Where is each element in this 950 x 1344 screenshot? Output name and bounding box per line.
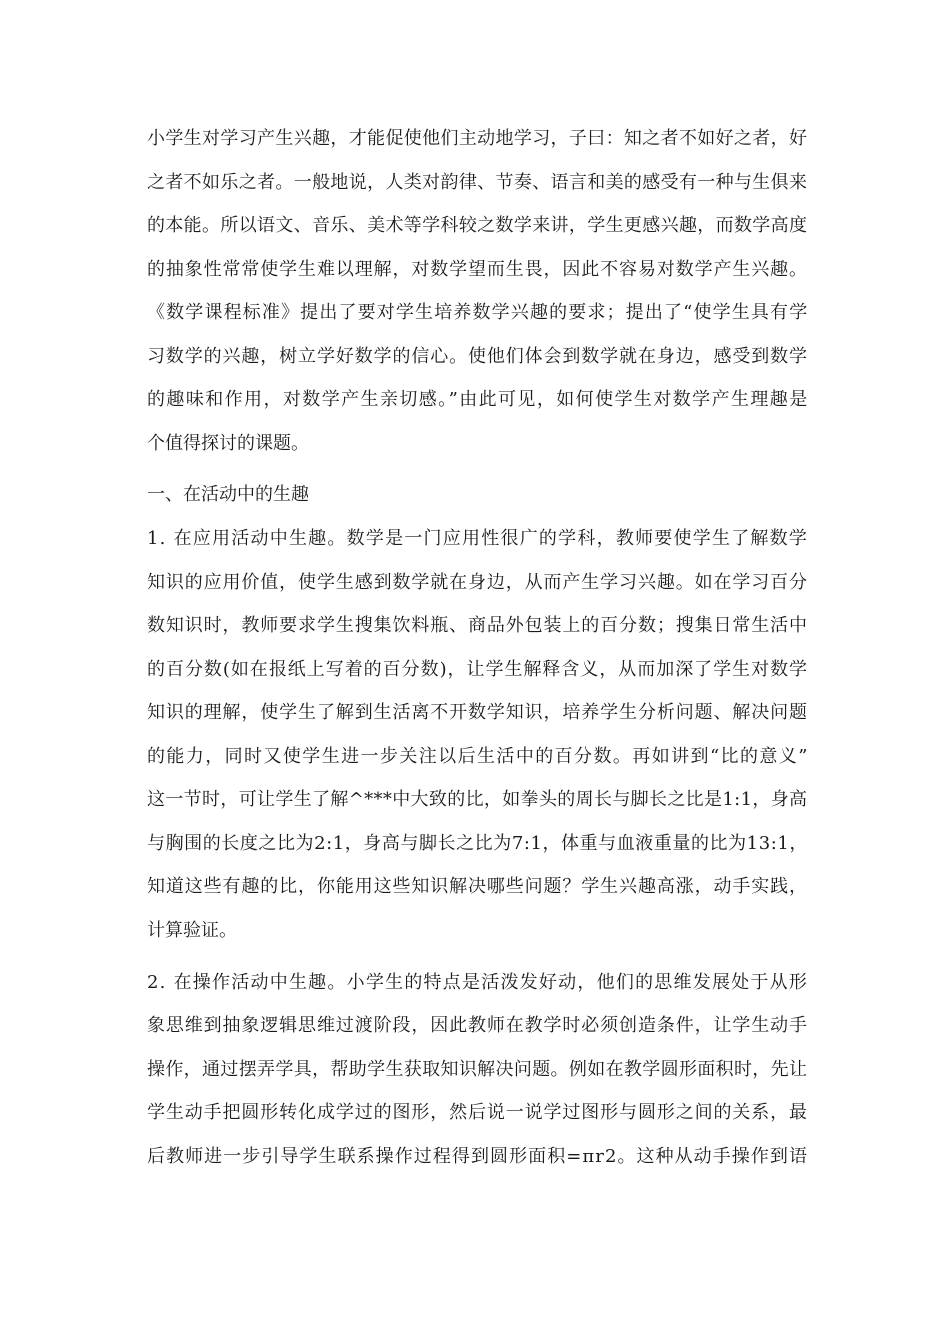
text-line: 与胸围的长度之比为2:1，身高与脚长之比为7:1，体重与血液重量的比为13:1， <box>147 833 808 854</box>
text-line: 的趣味和作用，对数学产生亲切感。”由此可见，如何使学生对数学产生理趣是 <box>147 389 809 410</box>
text-line: 知识的应用价值，使学生感到数学就在身边，从而产生学习兴趣。如在学习百分 <box>147 572 808 593</box>
text-line: 之者不如乐之者。一般地说，人类对韵律、节奏、语言和美的感受有一种与生俱来 <box>147 172 808 193</box>
text-line: 学生动手把圆形转化成学过的图形，然后说一说学过图形与圆形之间的关系，最 <box>147 1102 808 1123</box>
text-line: 《数学课程标准》提出了要对学生培养数学兴趣的要求；提出了“使学生具有学 <box>147 302 809 323</box>
text-line: 这一节时，可让学生了解^***中大致的比，如拳头的周长与脚长之比是1:1，身高 <box>147 789 808 810</box>
text-line: 计算验证。 <box>147 920 237 941</box>
text-line: 1. 在应用活动中生趣。数学是一门应用性很广的学科，教师要使学生了解数学 <box>147 528 809 549</box>
text-line: 习数学的兴趣，树立学好数学的信心。使他们体会到数学就在身边，感受到数学 <box>147 346 808 367</box>
text-line: 知道这些有趣的比，你能用这些知识解决哪些问题？学生兴趣高涨，动手实践， <box>147 876 808 897</box>
text-line: 的能力，同时又使学生进一步关注以后生活中的百分数。再如讲到“比的意义” <box>147 746 809 767</box>
text-line: 数知识时，教师要求学生搜集饮料瓶、商品外包装上的百分数；搜集日常生活中 <box>147 615 808 636</box>
text-line: 个值得探讨的课题。 <box>147 433 309 454</box>
text-line: 的本能。所以语文、音乐、美术等学科较之数学来讲，学生更感兴趣，而数学高度 <box>147 215 808 236</box>
text-line: 小学生对学习产生兴趣，才能促使他们主动地学习，子曰：知之者不如好之者，好 <box>147 128 808 149</box>
text-line: 知识的理解，使学生了解到生活离不开数学知识，培养学生分析问题、解决问题 <box>147 702 808 723</box>
text-line: 的百分数(如在报纸上写着的百分数)，让学生解释含义，从而加深了学生对数学 <box>147 659 809 680</box>
text-line: 的抽象性常常使学生难以理解，对数学望而生畏，因此不容易对数学产生兴趣。 <box>147 259 808 280</box>
text-line: 后教师进一步引导学生联系操作过程得到圆形面积=πr2。这种从动手操作到语 <box>147 1146 809 1167</box>
text-line: 操作，通过摆弄学具，帮助学生获取知识解决问题。例如在教学圆形面积时，先让 <box>147 1059 808 1080</box>
section-heading: 一、在活动中的生趣 <box>147 484 309 505</box>
text-line: 象思维到抽象逻辑思维过渡阶段，因此教师在教学时必须创造条件，让学生动手 <box>147 1015 808 1036</box>
text-line: 2. 在操作活动中生趣。小学生的特点是活泼发好动，他们的思维发展处于从形 <box>147 972 809 993</box>
